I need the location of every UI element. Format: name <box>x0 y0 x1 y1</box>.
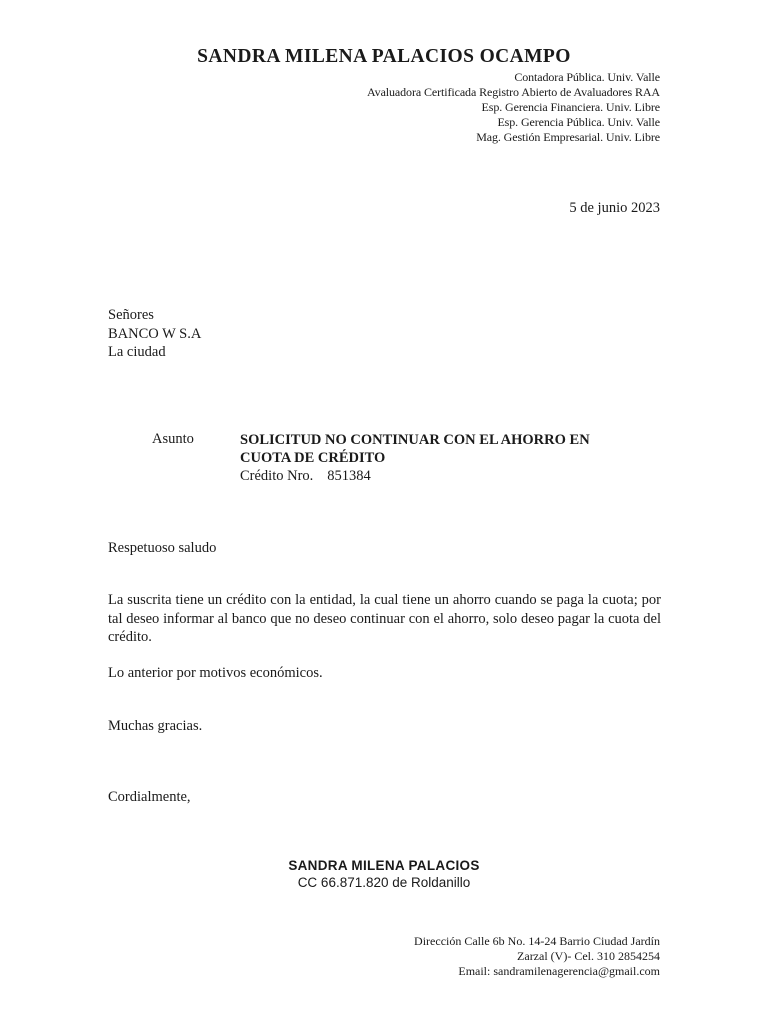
signature-name: SANDRA MILENA PALACIOS <box>288 858 480 873</box>
body-paragraph: La suscrita tiene un crédito con la entidad, la cual tiene un ahorro cuando se paga la cuota; por tal deseo informar al banco que no deseo continuar con el ahorro, solo deseo pagar la cuota del crédito. <box>108 592 661 645</box>
letterhead-credentials <box>367 70 660 145</box>
subject-title: SOLICITUD NO CONTINUAR CON EL AHORRO EN CUOTA DE CRÉDITO <box>240 432 590 466</box>
closing-text: Cordialmente, <box>108 789 191 805</box>
footer-contact <box>414 934 660 979</box>
credit-reference <box>240 467 640 485</box>
footer-city-phone: Zarzal (V)- Cel. 310 2854254 <box>517 949 660 963</box>
credit-label: Crédito Nro. <box>240 468 314 484</box>
credential-line: Contadora Pública. Univ. Valle <box>514 70 660 84</box>
footer-email: Email: sandramilenagerencia@gmail.com <box>458 964 660 978</box>
recipient-bank: BANCO W S.A <box>108 325 202 342</box>
reason-paragraph: Lo anterior por motivos económicos. <box>108 665 323 681</box>
subject-block <box>240 431 640 485</box>
greeting-text: Respetuoso saludo <box>108 540 217 556</box>
recipient-salutation: Señores <box>108 307 154 323</box>
credit-number: 851384 <box>327 468 371 484</box>
letterhead-name: SANDRA MILENA PALACIOS OCAMPO <box>197 46 571 67</box>
recipient-city: La ciudad <box>108 344 166 360</box>
signature-id: CC 66.871.820 de Roldanillo <box>297 875 471 890</box>
thanks-text: Muchas gracias. <box>108 718 203 734</box>
credential-line: Avaluadora Certificada Registro Abierto de Avaluadores RAA <box>367 85 660 99</box>
subject-label: Asunto <box>152 431 194 447</box>
letter-date: 5 de junio 2023 <box>569 200 660 216</box>
credential-line: Esp. Gerencia Financiera. Univ. Libre <box>481 100 660 114</box>
footer-address: Dirección Calle 6b No. 14-24 Barrio Ciudad Jardín <box>414 934 660 948</box>
credential-line: Esp. Gerencia Pública. Univ. Valle <box>497 115 660 129</box>
recipient-block <box>108 306 201 362</box>
credential-line: Mag. Gestión Empresarial. Univ. Libre <box>476 130 660 144</box>
